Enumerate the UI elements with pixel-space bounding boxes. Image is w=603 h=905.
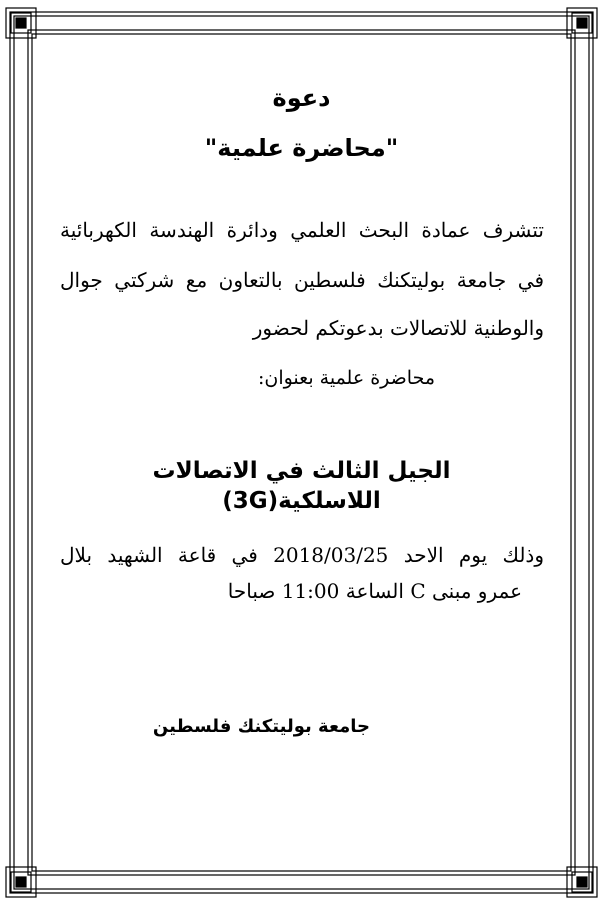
lecture-label: محاضرة علمية بعنوان: <box>257 367 436 389</box>
signature: جامعة بوليتكنك فلسطين <box>152 716 370 737</box>
invitation-heading: دعوة <box>272 84 331 112</box>
lecture-title: الجيل الثالث في الاتصالات اللاسلكية(3G) <box>152 458 451 514</box>
intro-line-1: تتشرف عمادة البحث العلمي ودائرة الهندسة الكهربائية <box>60 218 544 242</box>
details-line-2: عمرو مبنى C الساعة 11:00 صباحا <box>227 579 522 603</box>
details-line-1: وذلك يوم الاحد 2018/03/25 في قاعة الشهيد بلال <box>60 543 544 567</box>
corner-ornament-bottom-left <box>6 867 36 897</box>
lecture-subheading: "محاضرة علمية" <box>204 134 399 162</box>
corner-ornament-bottom-right <box>567 867 597 897</box>
corner-ornament-top-left <box>6 8 36 38</box>
intro-line-2: في جامعة بوليتكنك فلسطين بالتعاون مع شركتي جوال <box>60 268 544 292</box>
corner-ornament-top-right <box>567 8 597 38</box>
intro-line-3: والوطنية للاتصالات بدعوتكم لحضور <box>252 316 544 340</box>
